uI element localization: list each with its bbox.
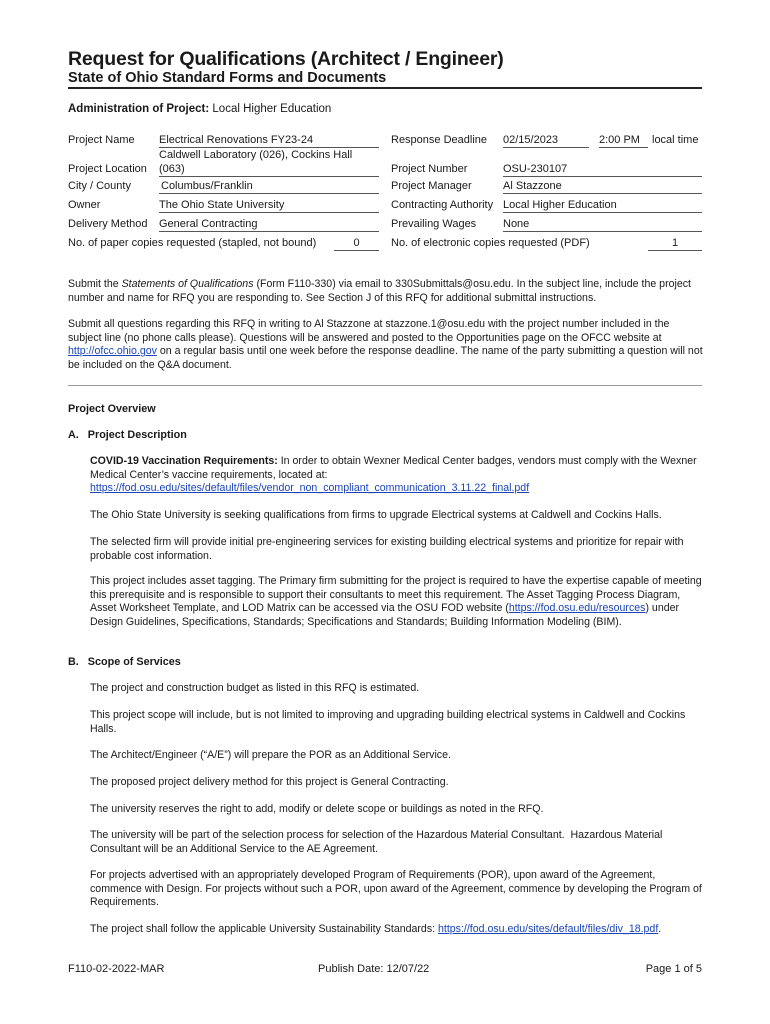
paper-copies-label: No. of paper copies requested (stapled, not bound) (68, 237, 317, 249)
scope8-text-b: . (658, 923, 662, 935)
project-manager-label: Project Manager (391, 180, 472, 192)
footer-form-id: F110-02-2022-MAR (68, 963, 165, 975)
project-manager-value: Al Stazzone (503, 180, 702, 194)
electronic-copies-value: 1 (648, 237, 702, 251)
scope-paragraph-7: For projects advertised with an appropriately developed Program of Requirements (POR), upon award of the Agreement, commence with Design. For projects without such a POR, upon award of the Agreement, commence by developing the Program of Requirements. (90, 869, 702, 908)
scope-paragraph-8 (90, 923, 704, 937)
administration-value: Local Higher Education (212, 103, 332, 115)
project-location-value-line2: (063) (159, 163, 379, 177)
description-paragraph-3 (90, 575, 704, 629)
project-location-value-line1: Caldwell Laboratory (026), Cockins Hall (159, 149, 353, 161)
description-paragraph-2: The selected firm will provide initial pre-engineering services for existing building electrical systems and prioritize for repair with probable cost information. (90, 536, 684, 562)
scope-paragraph-4: The proposed project delivery method for this project is General Contracting. (90, 776, 449, 788)
response-deadline-date: 02/15/2023 (503, 134, 589, 148)
covid-paragraph (90, 455, 704, 496)
response-deadline-suffix: local time (652, 134, 699, 146)
prevailing-wages-value: None (503, 218, 702, 232)
footer-publish-date: Publish Date: 12/07/22 (318, 963, 430, 975)
submit-paragraph (68, 278, 704, 305)
paper-copies-value: 0 (334, 237, 379, 251)
submit-text-a: Submit the (68, 278, 122, 290)
scope-paragraph-6: The university will be part of the selection process for selection of the Hazardous Material Consultant. Hazardous Material Consultant will be an Additional Service to the AE Agreement. (90, 829, 663, 855)
desc3-text-b: ) under Design Guidelines, Specifications, Standards; Specifications and Standards; Building Information Modeling (BIM). (90, 602, 680, 628)
city-county-label: City / County (68, 180, 131, 192)
contracting-authority-label: Contracting Authority (391, 199, 494, 211)
scope-paragraph-1: The project and construction budget as listed in this RFQ is estimated. (90, 682, 420, 694)
prevailing-wages-label: Prevailing Wages (391, 218, 477, 230)
scope-paragraph-5: The university reserves the right to add, modify or delete scope or buildings as noted in the RFQ. (90, 803, 544, 815)
covid-requirements-link[interactable]: https://fod.osu.edu/sites/default/files/vendor_non_compliant_communication_3.11.22_final.pdf (90, 482, 530, 494)
administration-line (68, 103, 331, 115)
scope-paragraph-2: This project scope will include, but is not limited to improving and upgrading building electrical systems in Caldwell and Cockins Halls. (90, 709, 686, 735)
sustainability-standards-link[interactable]: https://fod.osu.edu/sites/default/files/div_18.pdf (438, 923, 659, 935)
submit-emphasis: Statements of Qualifications (121, 278, 254, 290)
owner-value: The Ohio State University (159, 199, 379, 213)
questions-text-a: Submit all questions regarding this RFQ in writing to Al Stazzone at stazzone.1@osu.edu with the project number included in the subject line (no phone calls please). Questions will be answered and posted to the Opportunities page on the OFCC website at (68, 318, 670, 344)
footer-page-number: Page 1 of 5 (645, 963, 702, 975)
response-deadline-time: 2:00 PM (599, 134, 648, 148)
project-location-label: Project Location (68, 163, 147, 175)
description-paragraph-1: The Ohio State University is seeking qualifications from firms to upgrade Electrical systems at Caldwell and Cockins Halls. (90, 509, 662, 521)
administration-label: Administration of Project: (68, 103, 210, 115)
delivery-method-label: Delivery Method (68, 218, 148, 230)
delivery-method-value: General Contracting (159, 218, 379, 232)
project-description-heading: A. Project Description (68, 429, 187, 441)
project-overview-heading: Project Overview (68, 403, 156, 415)
questions-paragraph (68, 318, 704, 372)
questions-text-b: on a regular basis until one week before the response deadline. The name of the party submitting a question will not be included on the Q&A document. (68, 345, 703, 371)
section-divider (68, 385, 702, 386)
scope-paragraph-3: The Architect/Engineer (“A/E”) will prepare the POR as an Additional Service. (90, 749, 451, 761)
project-name-value: Electrical Renovations FY23-24 (159, 134, 379, 148)
project-number-value: OSU-230107 (503, 163, 702, 177)
fod-resources-link[interactable]: https://fod.osu.edu/resources (508, 602, 646, 614)
response-deadline-label: Response Deadline (391, 134, 488, 146)
city-county-value: Columbus/Franklin (159, 180, 379, 194)
covid-text: In order to obtain Wexner Medical Center badges, vendors must comply with the Wexner Medical Center’s vaccine requirements, located at: (90, 455, 697, 481)
ofcc-website-link[interactable]: http://ofcc.ohio.gov (68, 345, 157, 357)
owner-label: Owner (68, 199, 101, 211)
page-subtitle: State of Ohio Standard Forms and Documents (68, 70, 387, 86)
covid-label: COVID-19 Vaccination Requirements: (90, 455, 278, 467)
desc3-text-a: This project includes asset tagging. The Primary firm submitting for the project is required to have the expertise capable of meeting this prerequisite and is responsible to support their consultants to meet this requirement. The Asset Tagging Process Diagram, Asset Worksheet Template, and LOD Matrix can be accessed via the OSU FOD website ( (90, 575, 702, 614)
header-divider (68, 87, 702, 89)
scope8-text-a: The project shall follow the applicable University Sustainability Standards: (90, 923, 439, 935)
electronic-copies-label: No. of electronic copies requested (PDF) (391, 237, 590, 249)
project-name-label: Project Name (68, 134, 135, 146)
project-number-label: Project Number (391, 163, 468, 175)
page-title: Request for Qualifications (Architect / Engineer) (68, 48, 504, 70)
submit-text-b: (Form F110-330) via email to 330Submittals@osu.edu. In the subject line, include the project number and name for RFQ you are responding to. See Section J of this RFQ for additional submittal instructions. (68, 278, 691, 304)
scope-of-services-heading: B. Scope of Services (68, 656, 181, 668)
contracting-authority-value: Local Higher Education (503, 199, 702, 213)
